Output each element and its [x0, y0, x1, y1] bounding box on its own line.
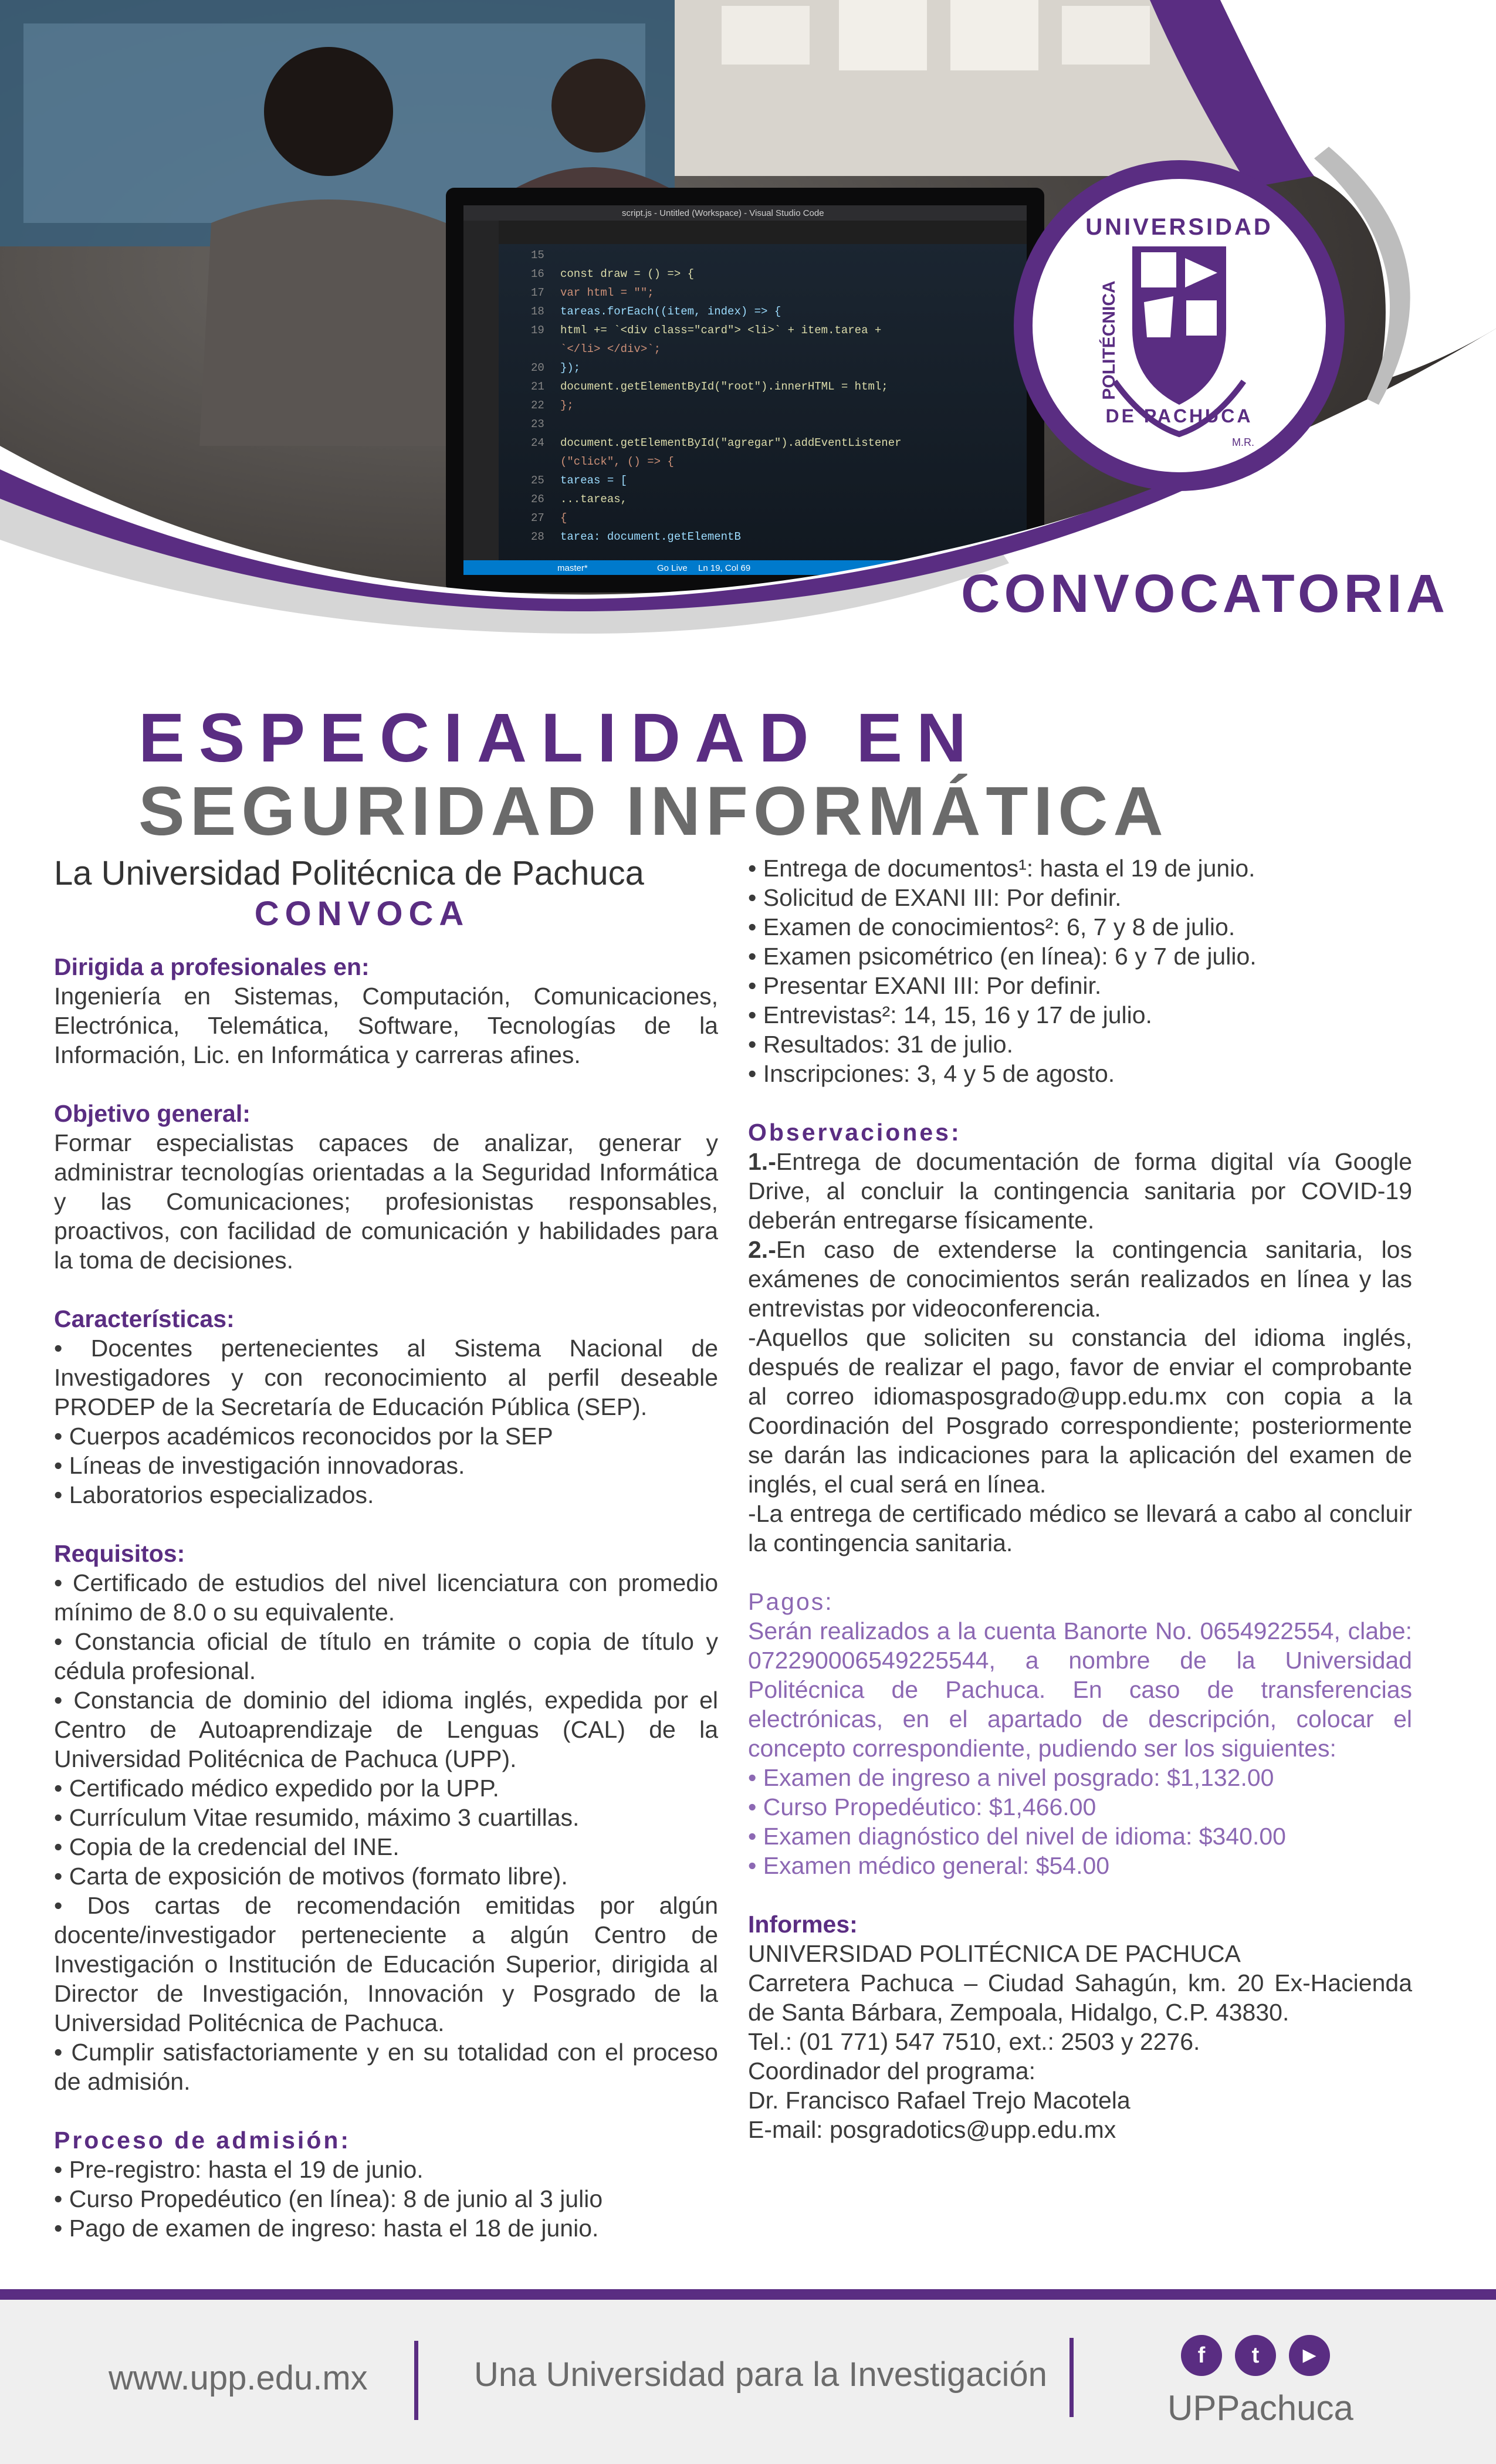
requisito-item: • Copia de la credencial del INE.	[54, 1833, 400, 1860]
code-line-number: 21	[531, 380, 544, 393]
footer-separator	[414, 2341, 418, 2420]
caracteristica-item: • Laboratorios especializados.	[54, 1481, 374, 1508]
observacion-text: -La entrega de certificado médico se llevará a cabo al concluir la contingencia sanitaria.	[748, 1500, 1412, 1556]
code-line-text: var html = "";	[560, 286, 654, 299]
website-link[interactable]: www.upp.edu.mx	[109, 2359, 368, 2397]
observaciones-heading: Observaciones:	[748, 1119, 962, 1146]
caracteristica-item: • Cuerpos académicos reconocidos por la SEP	[54, 1423, 553, 1450]
code-line-text: html += `<div class="card"> <li>` + item.tarea +	[560, 324, 882, 337]
informes-line: Carretera Pachuca – Ciudad Sahagún, km. 20 Ex-Hacienda de Santa Bárbara, Zempoala, Hidalgo, C.P. 43830.	[748, 1969, 1412, 2026]
intro-line: La Universidad Politécnica de Pachuca	[54, 854, 644, 892]
code-line-number: 15	[531, 249, 544, 262]
pagos-text: Serán realizados a la cuenta Banorte No. 0654922554, clabe: 072290006549225544, a nombre de la Universidad Politécnica de Pachuca. En caso de transferencias electrónicas, en el apartado de descripción, colocar el concepto correspondiente, pudiendo ser los siguientes:	[748, 1617, 1412, 1762]
dirigida-text: Ingeniería en Sistemas, Computación, Comunicaciones, Electrónica, Telemática, Software, Tecnologías de la Información, Lic. en Informática y carreras afines.	[54, 983, 718, 1068]
proceso-item: • Curso Propedéutico (en línea): 8 de junio al 3 julio	[54, 2185, 603, 2212]
code-line-number: 22	[531, 399, 544, 412]
pago-item: • Examen médico general: $54.00	[748, 1852, 1110, 1879]
upp-logo	[1014, 160, 1345, 491]
logo-arches-icon	[1186, 300, 1217, 336]
code-line-text: document.getElementById("agregar").addEventListener	[560, 436, 902, 449]
observacion-text: Entrega de documentación de forma digital vía Google Drive, al concluir la contingencia sanitaria por COVID-19 deberán entregarse físicamente.	[748, 1148, 1412, 1234]
code-line-text: document.getElementById("root").innerHTML = html;	[560, 380, 888, 393]
requisito-item: • Dos cartas de recomendación emitidas por algún docente/investigador perteneciente a algún Centro de Investigación o Institución de Educación Superior, dirigida al Director de Investigación, Innovación y Posgrado de la Universidad Politécnica de Pachuca.	[54, 1892, 718, 2036]
observacion-num: 1.-	[748, 1148, 776, 1175]
code-line-number: 18	[531, 305, 544, 318]
objetivo-text: Formar especialistas capaces de analizar, generar y administrar tecnologías orientadas a la Seguridad Informática y las Comunicaciones; profesionistas responsables, proactivos, con facilidad de comunicación y habilidades para la toma de decisiones.	[54, 1129, 718, 1274]
code-line-number: 24	[531, 436, 544, 449]
code-line-number: 23	[531, 418, 544, 431]
informes-line: Tel.: (01 771) 547 7510, ext.: 2503 y 2276.	[748, 2028, 1200, 2055]
observacion-text: -Aquellos que soliciten su constancia del idioma inglés, después de realizar el pago, favor de enviar el comprobante al correo idiomasposgrado@upp.edu.mx con copia a la Coordinación del Posgrado correspondiente; posteriormente se darán las indicaciones para la aplicación del examen de inglés, el cual será en línea.	[748, 1324, 1412, 1498]
proceso-item: • Examen psicométrico (en línea): 6 y 7 de julio.	[748, 943, 1257, 970]
code-line-text: const draw = () => {	[560, 268, 695, 280]
proceso-item: • Entrega de documentos¹: hasta el 19 de junio.	[748, 855, 1255, 882]
page-title-line1: ESPECIALIDAD EN	[138, 699, 981, 777]
code-line-text: ...tareas,	[560, 493, 628, 506]
observacion-num: 2.-	[748, 1236, 776, 1263]
requisitos-heading: Requisitos:	[54, 1540, 185, 1567]
right-column	[748, 854, 1412, 2144]
proceso-item: • Entrevistas²: 14, 15, 16 y 17 de julio.	[748, 1001, 1152, 1028]
youtube-icon[interactable]: ▶	[1289, 2335, 1330, 2376]
twitter-icon[interactable]: t	[1235, 2335, 1276, 2376]
code-line-text: tareas.forEach((item, index) => {	[560, 305, 781, 318]
code-line-number: 25	[531, 474, 544, 487]
code-line-text: tarea: document.getElementB	[560, 530, 741, 543]
dirigida-heading: Dirigida a profesionales en:	[54, 953, 370, 980]
logo-text-top: UNIVERSIDAD	[1085, 214, 1273, 240]
code-line-text: };	[560, 399, 574, 412]
code-line-number: 20	[531, 361, 544, 374]
informes-line: UNIVERSIDAD POLITÉCNICA DE PACHUCA	[748, 1940, 1241, 1967]
proceso-item: • Pre-registro: hasta el 19 de junio.	[54, 2156, 424, 2183]
logo-building-icon	[1141, 252, 1176, 287]
requisito-item: • Certificado de estudios del nivel licenciatura con promedio mínimo de 8.0 o su equivalente.	[54, 1569, 718, 1626]
observacion-item	[748, 1323, 1412, 1499]
logo-horse-icon	[1144, 296, 1173, 337]
code-line-number: 17	[531, 286, 544, 299]
monitor-golive: Go Live	[657, 563, 688, 573]
requisito-item: • Cumplir satisfactoriamente y en su totalidad con el proceso de admisión.	[54, 2039, 718, 2095]
requisito-item: • Carta de exposición de motivos (formato libre).	[54, 1863, 568, 1890]
informes-heading: Informes:	[748, 1911, 858, 1938]
proceso-item: • Pago de examen de ingreso: hasta el 18 de junio.	[54, 2215, 599, 2242]
monitor-branch: master*	[557, 563, 588, 573]
monitor-title: script.js - Untitled (Workspace) - Visual Studio Code	[622, 208, 824, 218]
code-line-number: 16	[531, 268, 544, 280]
proceso-item: • Presentar EXANI III: Por definir.	[748, 972, 1102, 999]
code-line-text: tareas = [	[560, 474, 628, 487]
requisito-item: • Constancia de dominio del idioma inglés, expedida por el Centro de Autoaprendizaje de Lenguas (CAL) de la Universidad Politécnica de Pachuca (UPP).	[54, 1687, 718, 1772]
proceso-item: • Resultados: 31 de julio.	[748, 1031, 1013, 1058]
code-line-number: 28	[531, 530, 544, 543]
observacion-text: En caso de extenderse la contingencia sanitaria, los exámenes de conocimientos serán realizados en línea y las entrevistas por videoconferencia.	[748, 1236, 1412, 1322]
facebook-icon[interactable]: f	[1181, 2335, 1222, 2376]
logo-text-bottom: DE PACHUCA	[1105, 405, 1253, 427]
pagos-heading: Pagos:	[748, 1588, 834, 1615]
logo-text-left: POLITÉCNICA	[1099, 280, 1119, 400]
observacion-item	[748, 1499, 1412, 1558]
convoca-label: CONVOCA	[254, 895, 470, 933]
monitor-status: Ln 19, Col 69	[698, 563, 751, 573]
footer-divider	[0, 2289, 1496, 2300]
observacion-item	[748, 1235, 1412, 1323]
pago-item: • Examen diagnóstico del nivel de idioma: $340.00	[748, 1823, 1286, 1850]
page-title-line2: SEGURIDAD INFORMÁTICA	[138, 773, 1169, 850]
proceso-heading: Proceso de admisión:	[54, 2127, 351, 2154]
code-line-text: ("click", () => {	[560, 455, 674, 468]
code-line-number: 26	[531, 493, 544, 506]
informes-line: Coordinador del programa:	[748, 2057, 1035, 2084]
convocatoria-label: CONVOCATORIA	[961, 564, 1449, 624]
pago-item: • Examen de ingreso a nivel posgrado: $1,132.00	[748, 1764, 1274, 1791]
requisito-item: • Currículum Vitae resumido, máximo 3 cuartillas.	[54, 1804, 580, 1831]
pago-item: • Curso Propedéutico: $1,466.00	[748, 1793, 1096, 1820]
requisito-item: • Constancia oficial de título en trámite o copia de título y cédula profesional.	[54, 1628, 718, 1684]
informes-line: Dr. Francisco Rafael Trejo Macotela	[748, 2087, 1131, 2114]
objetivo-heading: Objetivo general:	[54, 1100, 251, 1127]
code-line-text: `</li> </div>`;	[560, 343, 661, 356]
footer-separator	[1069, 2338, 1074, 2417]
social-handle[interactable]: UPPachuca	[1167, 2388, 1353, 2428]
code-line-text: {	[560, 512, 567, 524]
caracteristicas-heading: Características:	[54, 1305, 235, 1332]
left-column	[54, 854, 718, 2243]
code-line-number: 19	[531, 324, 544, 337]
slogan: Una Universidad para la Investigación	[474, 2355, 1047, 2394]
proceso-item: • Solicitud de EXANI III: Por definir.	[748, 884, 1122, 911]
informes-email[interactable]: E-mail: posgradotics@upp.edu.mx	[748, 2116, 1116, 2143]
proceso-item: • Inscripciones: 3, 4 y 5 de agosto.	[748, 1060, 1115, 1087]
code-line-number: 27	[531, 512, 544, 524]
requisito-item: • Certificado médico expedido por la UPP.	[54, 1775, 499, 1802]
caracteristica-item: • Docentes pertenecientes al Sistema Nacional de Investigadores y con reconocimiento al perfil deseable PRODEP de la Secretaría de Educación Pública (SEP).	[54, 1335, 718, 1420]
code-line-text: });	[560, 361, 581, 374]
observacion-item	[748, 1147, 1412, 1235]
logo-mark: M.R.	[1232, 436, 1254, 448]
caracteristica-item: • Líneas de investigación innovadoras.	[54, 1452, 465, 1479]
proceso-item: • Examen de conocimientos²: 6, 7 y 8 de julio.	[748, 913, 1236, 940]
